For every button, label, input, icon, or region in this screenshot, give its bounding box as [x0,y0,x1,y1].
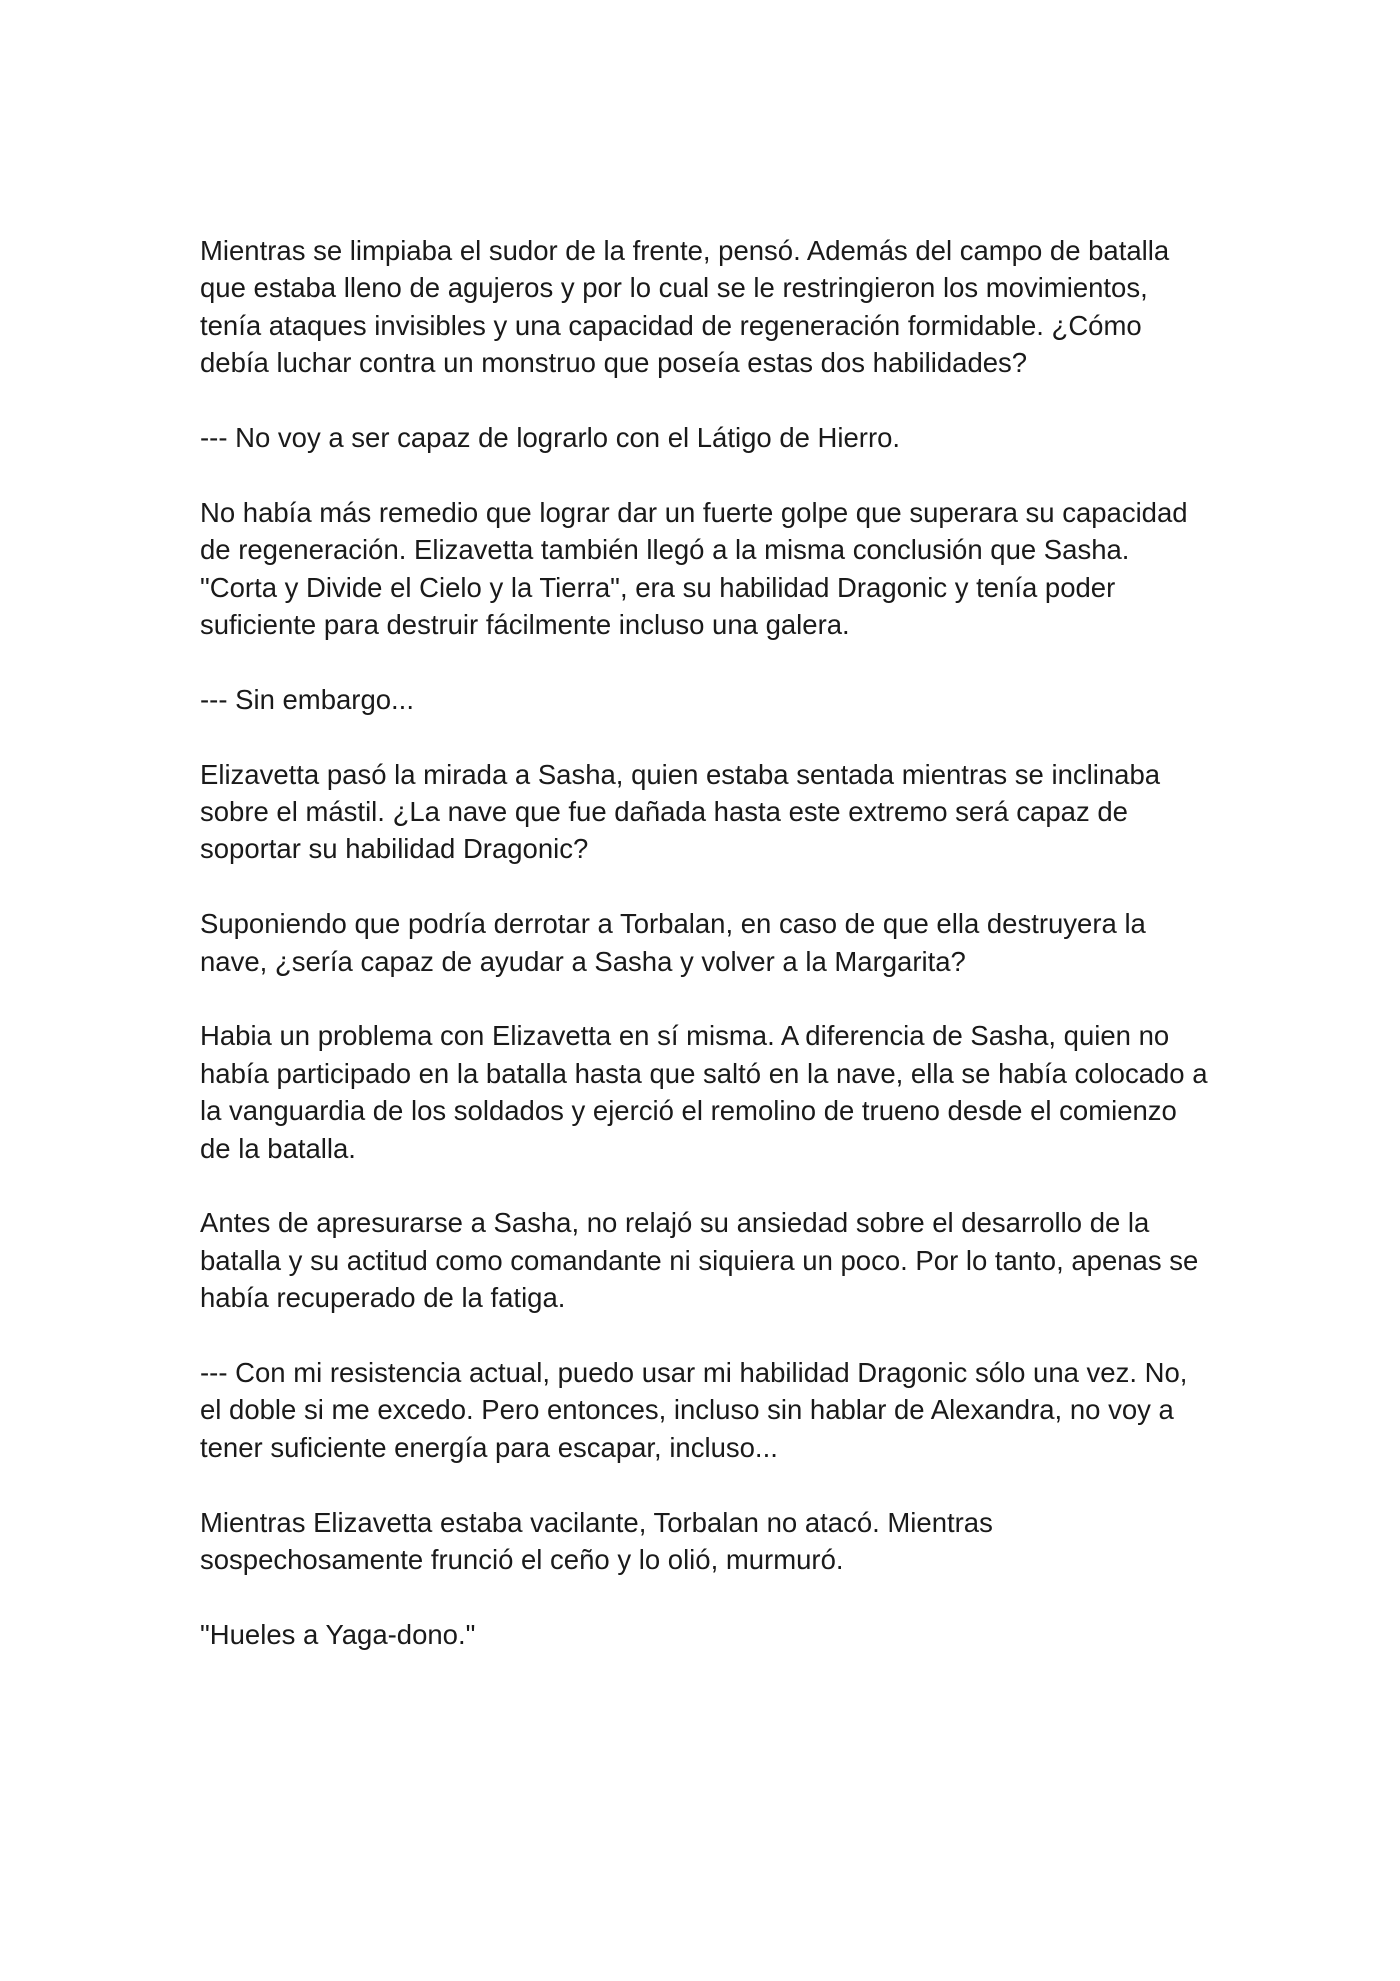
document-body [200,232,1210,1691]
paragraph: Mientras Elizavetta estaba vacilante, Torbalan no atacó. Mientras sospechosamente frunció el ceño y lo olió, murmuró. [200,1506,993,1576]
paragraph: "Hueles a Yaga-dono." [200,1618,476,1650]
paragraph: --- Sin embargo... [200,683,414,715]
paragraph: Suponiendo que podría derrotar a Torbalan, en caso de que ella destruyera la nave, ¿sería capaz de ayudar a Sasha y volver a la Margarita? [200,908,1146,977]
paragraph: --- Con mi resistencia actual, puedo usar mi habilidad Dragonic sólo una vez. No, el doble si me excedo. Pero entonces, incluso sin hablar de Alexandra, no voy a tener suficiente energía para escapar, incluso... [200,1357,1188,1463]
paragraph: --- No voy a ser capaz de lograrlo con el Látigo de Hierro. [200,422,901,454]
paragraph: Antes de apresurarse a Sasha, no relajó su ansiedad sobre el desarrollo de la batalla y su actitud como comandante ni siquiera un poco. Por lo tanto, apenas se había recuperado de la fatiga. [200,1207,1199,1314]
paragraph: Elizavetta pasó la mirada a Sasha, quien estaba sentada mientras se inclinaba sobre el mástil. ¿La nave que fue dañada hasta este extremo será capaz de soportar su habilidad Dragonic? [200,758,1161,865]
paragraph: No había más remedio que lograr dar un fuerte golpe que superara su capacidad de regeneración. Elizavetta también llegó a la misma conclusión que Sasha. "Corta y Divide el Cielo y la Tierra", era su habilidad Dragonic y tenía poder suficiente para destruir fácilmente incluso una galera. [200,496,1188,641]
paragraph: Mientras se limpiaba el sudor de la frente, pensó. Además del campo de batalla que estaba lleno de agujeros y por lo cual se le restringieron los movimientos, tenía ataques invisibles y una capacidad de regeneración formidable. ¿Cómo debía luchar contra un monstruo que poseía estas dos habilidades? [200,235,1170,379]
paragraph: Habia un problema con Elizavetta en sí misma. A diferencia de Sasha, quien no había participado en la batalla hasta que saltó en la nave, ella se había colocado a la vanguardia de los soldados y ejerció el remolino de trueno desde el comienzo de la batalla. [200,1020,1208,1164]
